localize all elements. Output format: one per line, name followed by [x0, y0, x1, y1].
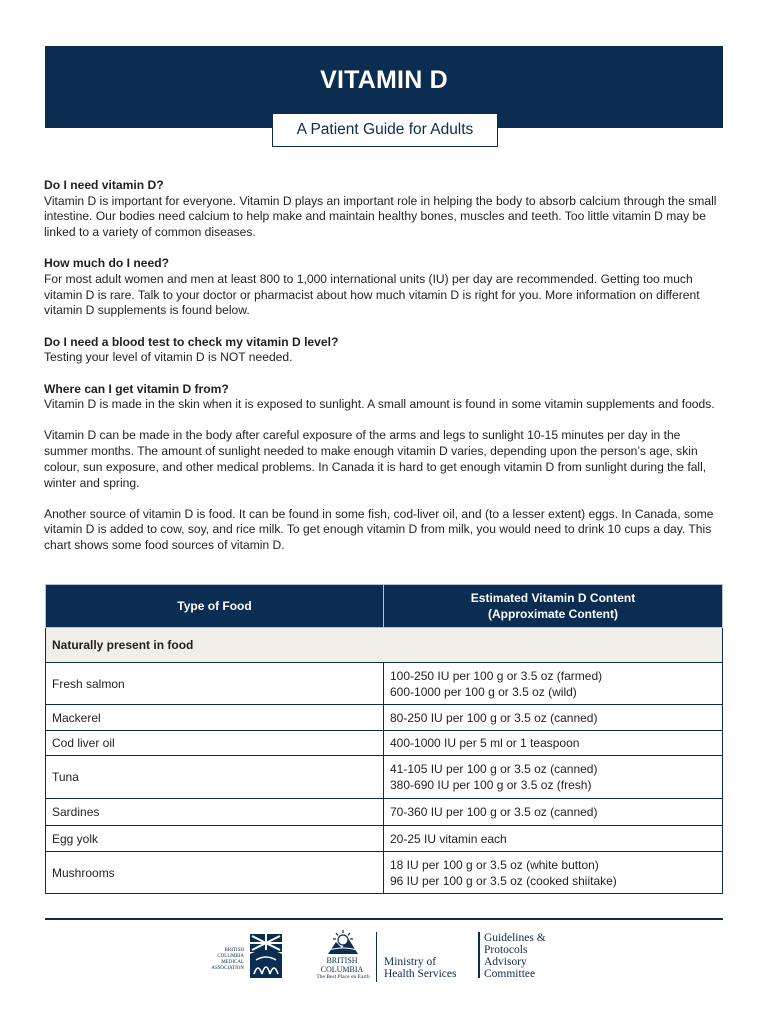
content-line: 600-1000 per 100 g or 3.5 oz (wild) [390, 684, 577, 699]
table-row [46, 756, 723, 799]
ministry-line: Ministry of [384, 956, 437, 968]
column-header-content-line2: (Approximate Content) [488, 607, 618, 621]
gpac-line: Protocols [484, 944, 528, 956]
section-text: Testing your level of vitamin D is NOT needed. [44, 350, 293, 365]
table-row [46, 826, 723, 852]
content-cell: 70-360 IU per 100 g or 3.5 oz (canned) [384, 799, 723, 826]
section-how-much [44, 256, 724, 319]
table-row [46, 799, 723, 826]
content-line: 96 IU per 100 g or 3.5 oz (cooked shiitake) [390, 873, 617, 888]
bc-line: COLUMBIA [320, 965, 364, 974]
bc-government-logo [312, 928, 462, 984]
content-cell: 20-25 IU vitamin each [384, 826, 723, 852]
page-title: VITAMIN D [320, 66, 448, 94]
bc-tagline: The Best Place on Earth [316, 974, 370, 980]
content-line: 380-690 IU per 100 g or 3.5 oz (fresh) [390, 778, 592, 792]
section-heading: Do I need vitamin D? [44, 178, 164, 192]
gpac-line: Advisory [484, 956, 527, 968]
bcma-line: COLUMBIA [217, 954, 244, 959]
column-header-food: Type of Food [46, 585, 384, 628]
content-line: 41-105 IU per 100 g or 3.5 oz (canned) [390, 762, 598, 776]
gpac-logo [478, 932, 568, 982]
bcma-crest-icon [248, 932, 284, 980]
food-cell: Sardines [46, 799, 384, 826]
content-cell [384, 852, 723, 894]
article-body [44, 178, 724, 569]
section-text: Vitamin D is made in the skin when it is exposed to sunlight. A small amount is found in some vitamin supplements and foods. [44, 397, 715, 412]
section-heading: How much do I need? [44, 256, 169, 271]
section-text: For most adult women and men at least 800 to 1,000 international units (IU) per day are recommended. Getting too much vitamin D is rare. Talk to your doctor or pharmacist about how much vitamin D is right for you. More information on different vitamin D supplements is found below. [44, 272, 700, 318]
content-line: 18 IU per 100 g or 3.5 oz (white button) [390, 857, 599, 872]
table-row [46, 731, 723, 756]
content-cell [384, 756, 723, 799]
ministry-name [384, 956, 457, 980]
content-cell: 80-250 IU per 100 g or 3.5 oz (canned) [384, 705, 723, 731]
bcma-line: MEDICAL [221, 960, 244, 965]
food-sources-table [45, 584, 723, 894]
content-cell [384, 663, 723, 705]
bc-sun-mountain-icon [326, 928, 360, 956]
bcma-wordmark [208, 948, 244, 972]
section-text: Vitamin D is important for everyone. Vitamin D plays an important role in helping the body to absorb calcium through the small intestine. Our bodies need calcium to help make and maintain healthy bones, muscles and teeth. Too little vitamin D may be linked to a variety of common diseases. [44, 193, 717, 240]
footer-divider [45, 918, 723, 920]
food-cell: Mushrooms [46, 852, 384, 894]
gpac-wordmark [484, 932, 546, 980]
bc-wordmark [312, 956, 372, 974]
gpac-line: Guidelines & [484, 932, 546, 944]
food-cell: Tuna [46, 756, 384, 799]
table-header-row [46, 585, 723, 628]
page-subtitle: A Patient Guide for Adults [272, 113, 498, 147]
section-need [44, 178, 724, 241]
ministry-line: Health Services [384, 968, 457, 980]
column-header-content [384, 585, 723, 628]
paragraph-food: Another source of vitamin D is food. It can be found in some fish, cod-liver oil, and (to a lesser extent) eggs. In Canada, some vitamin D is added to cow, soy, and rice milk. To get enough vitamin D from milk, you would need to drink 10 cups a day. This chart shows some food sources of vitamin D. [44, 506, 714, 553]
bcma-line: ASSOCIATION [211, 966, 244, 971]
bcma-logo [208, 930, 288, 982]
logo-divider [376, 932, 377, 982]
bc-line: BRITISH [326, 956, 358, 965]
food-cell: Mackerel [46, 705, 384, 731]
paragraph-sunlight: Vitamin D can be made in the body after careful exposure of the arms and legs to sunlight 10-15 minutes per day in the summer months. The amount of sunlight needed to make enough vitamin D varies, depending upon the person’s age, skin colour, sun exposure, and other medical problems. In Canada it is hard to get enough vitamin D from sunlight during the fall, winter and spring. [44, 428, 707, 490]
section-blood-test [44, 335, 724, 366]
table-row [46, 663, 723, 705]
content-cell: 400-1000 IU per 5 ml or 1 teaspoon [384, 731, 723, 756]
group-label: Naturally present in food [46, 628, 723, 663]
section-heading: Do I need a blood test to check my vitamin D level? [44, 334, 339, 349]
section-heading: Where can I get vitamin D from? [44, 381, 229, 396]
food-cell: Egg yolk [46, 826, 384, 852]
food-cell: Fresh salmon [46, 663, 384, 705]
gpac-line: Committee [484, 968, 536, 980]
section-sources [44, 382, 724, 413]
food-cell: Cod liver oil [46, 731, 384, 756]
bcma-line: BRITISH [224, 948, 244, 953]
table-row [46, 852, 723, 894]
table-row [46, 705, 723, 731]
gpac-bar [478, 932, 480, 978]
content-line: 100-250 IU per 100 g or 3.5 oz (farmed) [390, 668, 603, 683]
group-row [46, 628, 723, 663]
column-header-content-line1: Estimated Vitamin D Content [470, 591, 636, 605]
